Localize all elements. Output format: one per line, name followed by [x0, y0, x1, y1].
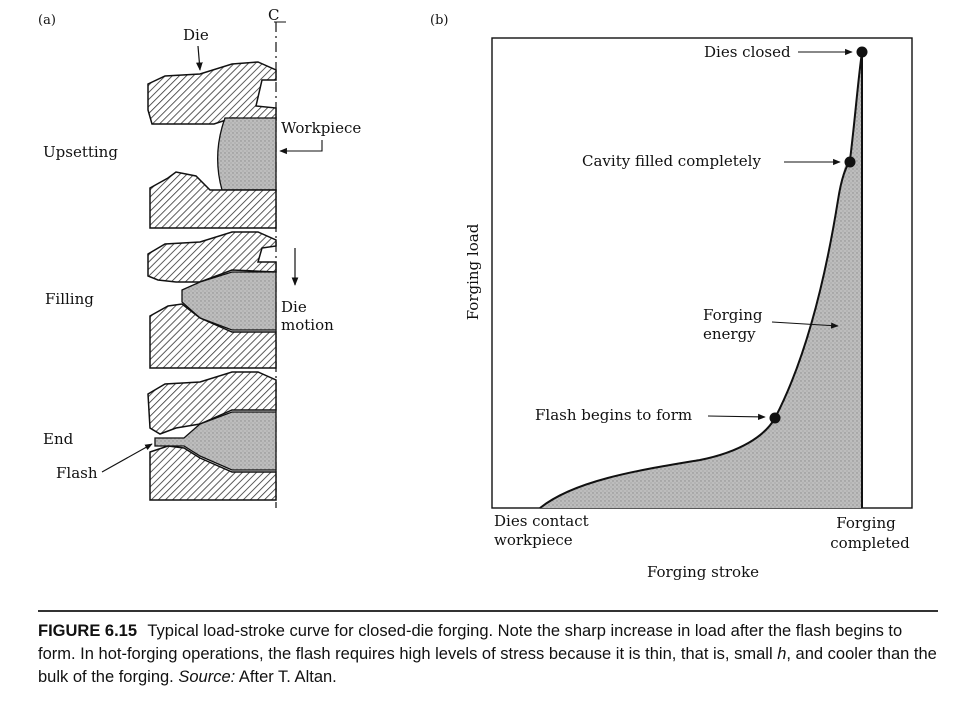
caption-source-label: Source: [178, 668, 236, 686]
x-start-label-2: workpiece [494, 531, 573, 549]
pointer-flash-begins [708, 416, 765, 417]
panel-a-tag: (a) [38, 13, 56, 28]
caption-rule [38, 610, 938, 612]
x-axis-label: Forging stroke [646, 563, 760, 581]
annotation-cavity-filled: Cavity filled completely [582, 152, 761, 170]
die-label: Die [183, 26, 209, 44]
point-flash-begins [770, 413, 781, 424]
x-start-label-1: Dies contact [494, 512, 589, 530]
panel-a [38, 6, 361, 508]
die-pointer [198, 46, 200, 70]
figure-caption [38, 620, 938, 689]
stage-label-end: End [43, 430, 74, 448]
upper-die [148, 62, 276, 124]
caption-text-1: Typical load-stroke curve for closed-die forging. Note the sharp increase in load after the flash begins to form. In hot-forging operations, the flash requires high levels of stress because it is thin, that is, small [38, 622, 903, 663]
stage-label-upsetting: Upsetting [43, 143, 118, 161]
caption-block [38, 610, 938, 689]
forging-energy-area [540, 52, 862, 508]
annotation-forging-energy-1: Forging [703, 306, 763, 324]
annotation-forging-energy-2: energy [703, 325, 756, 343]
workpiece-pointer [280, 140, 322, 151]
die-motion-label-2: motion [281, 316, 334, 334]
workpiece-upsetting [218, 118, 276, 190]
caption-text-2: , and cooler than the bulk of the forging. [38, 645, 937, 686]
stage-upsetting [43, 62, 276, 228]
panel-b-tag: (b) [430, 13, 449, 28]
x-end-label-2: completed [830, 534, 910, 552]
x-end-label-1: Forging [836, 514, 896, 532]
point-cavity-filled [845, 157, 856, 168]
y-axis-label: Forging load [464, 223, 482, 321]
caption-h-symbol: h [777, 645, 787, 663]
panel-b [430, 13, 912, 581]
die-motion-label-1: Die [281, 298, 307, 316]
centerline-mark: C [268, 6, 280, 24]
caption-source-text: After T. Altan. [238, 668, 337, 686]
workpiece-label: Workpiece [281, 119, 362, 137]
flash-label: Flash [56, 464, 98, 482]
stage-label-filling: Filling [45, 290, 94, 308]
stage-filling [45, 232, 276, 368]
flash-pointer [102, 444, 152, 472]
figure-number: FIGURE 6.15 [38, 622, 138, 640]
point-dies-closed [857, 47, 868, 58]
annotation-flash-begins: Flash begins to form [535, 406, 693, 424]
annotation-dies-closed: Dies closed [704, 43, 791, 61]
